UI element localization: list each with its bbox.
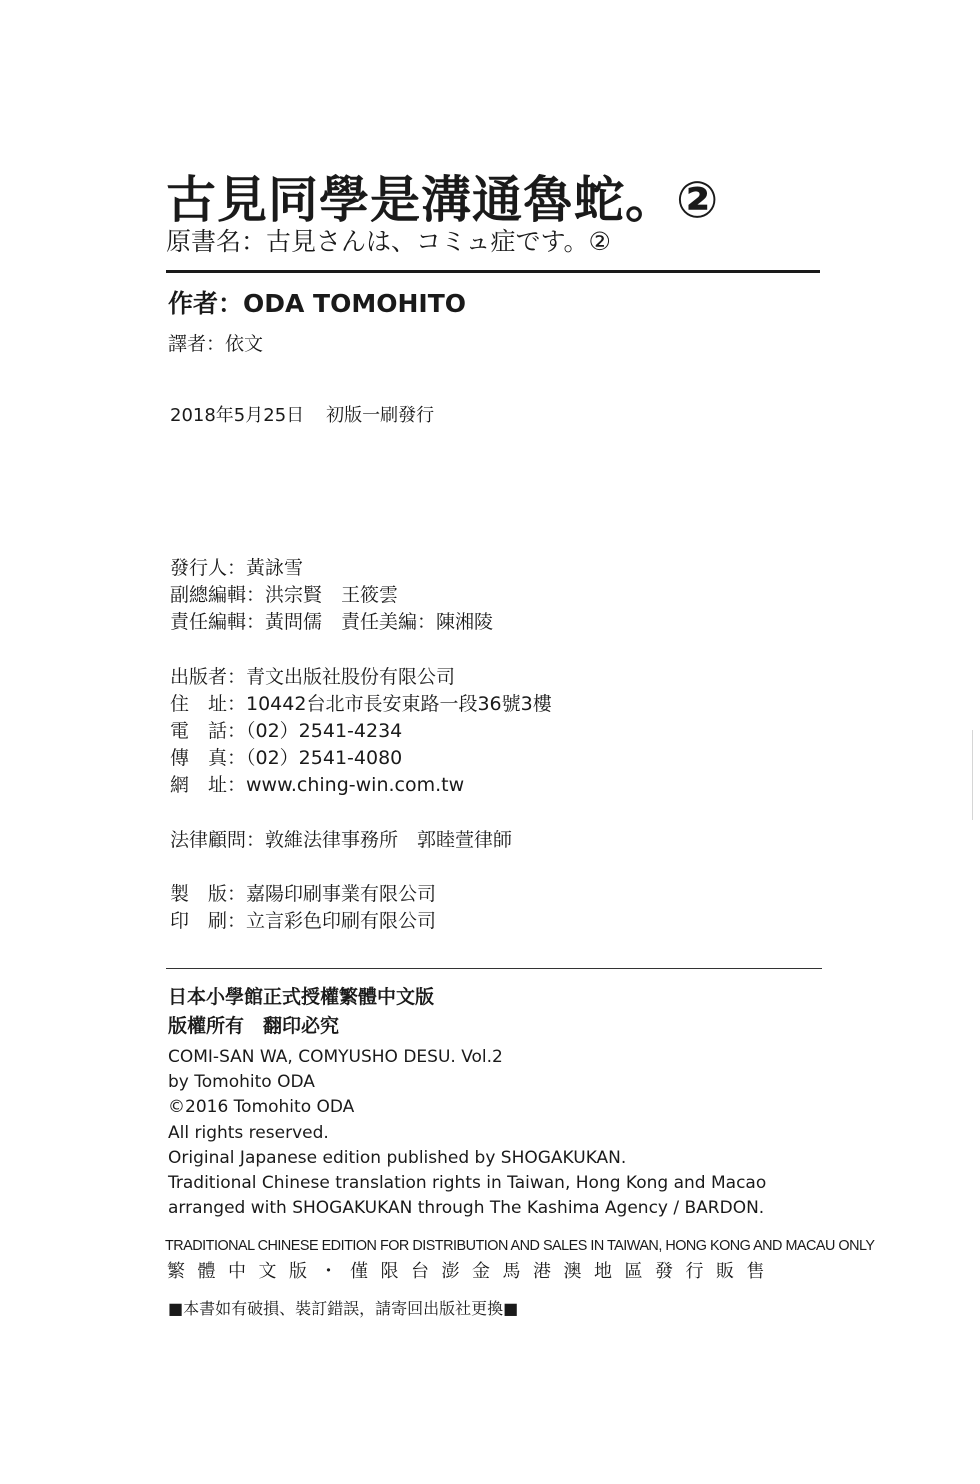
edition-printing: 初版一刷發行 xyxy=(326,405,435,426)
rights-line: 版權所有 翻印必究 xyxy=(168,1015,340,1037)
license-line: 日本小學館正式授權繁體中文版 xyxy=(168,986,435,1008)
printer: 印 刷：立言彩色印刷有限公司 xyxy=(170,910,437,932)
english-rights: All rights reserved. xyxy=(168,1123,329,1143)
english-original-publisher: Original Japanese edition published by SHOGAKUKAN. xyxy=(168,1148,627,1168)
staff-publisher-person: 發行人：黃詠雪 xyxy=(170,557,304,579)
publisher-website: 網 址：www.ching-win.com.tw xyxy=(170,774,465,796)
original-title: 原書名：古見さんは、コミュ症です。② xyxy=(166,227,611,256)
distribution-english: TRADITIONAL CHINESE EDITION FOR DISTRIBUTION AND SALES IN TAIWAN, HONG KONG AND MACAU ONLY xyxy=(165,1238,875,1254)
legal-counsel: 法律顧問：敦維法律事務所 郭睦萱律師 xyxy=(170,829,513,851)
license-divider xyxy=(166,968,822,969)
publisher-name: 出版者：青文出版社股份有限公司 xyxy=(170,666,456,688)
edition-date: 2018年5月25日 xyxy=(170,405,305,426)
author-line: 作者：ODA TOMOHITO xyxy=(168,289,467,318)
title-divider xyxy=(166,270,820,273)
distribution-chinese: 繁體中文版・僅限台澎金馬港澳地區發行販售 xyxy=(167,1261,777,1282)
plate-maker: 製 版：嘉陽印刷事業有限公司 xyxy=(170,883,437,905)
publisher-address: 住 址：10442台北市長安東路一段36號3樓 xyxy=(170,693,552,715)
staff-deputy-editors: 副總編輯：洪宗賢 王筱雲 xyxy=(170,584,399,606)
publisher-phone: 電 話：（02）2541-4234 xyxy=(170,720,403,742)
damage-notice: ■本書如有破損、裝訂錯誤，請寄回出版社更換■ xyxy=(168,1299,519,1318)
english-copyright: ©2016 Tomohito ODA xyxy=(168,1097,355,1117)
english-author: by Tomohito ODA xyxy=(168,1072,315,1092)
staff-editors: 責任編輯：黃問儒 責任美編：陳湘陵 xyxy=(170,611,494,633)
edition-line xyxy=(170,401,456,427)
english-translation-rights: Traditional Chinese translation rights in Taiwan, Hong Kong and Macao xyxy=(168,1173,767,1193)
english-agency: arranged with SHOGAKUKAN through The Kashima Agency / BARDON. xyxy=(168,1198,765,1218)
page-edge-mark xyxy=(972,730,973,820)
english-title: COMI-SAN WA, COMYUSHO DESU. Vol.2 xyxy=(168,1047,503,1067)
book-title: 古見同學是溝通魯蛇。② xyxy=(166,171,720,229)
publisher-fax: 傳 真：（02）2541-4080 xyxy=(170,747,403,769)
translator-line: 譯者：依文 xyxy=(168,333,264,355)
